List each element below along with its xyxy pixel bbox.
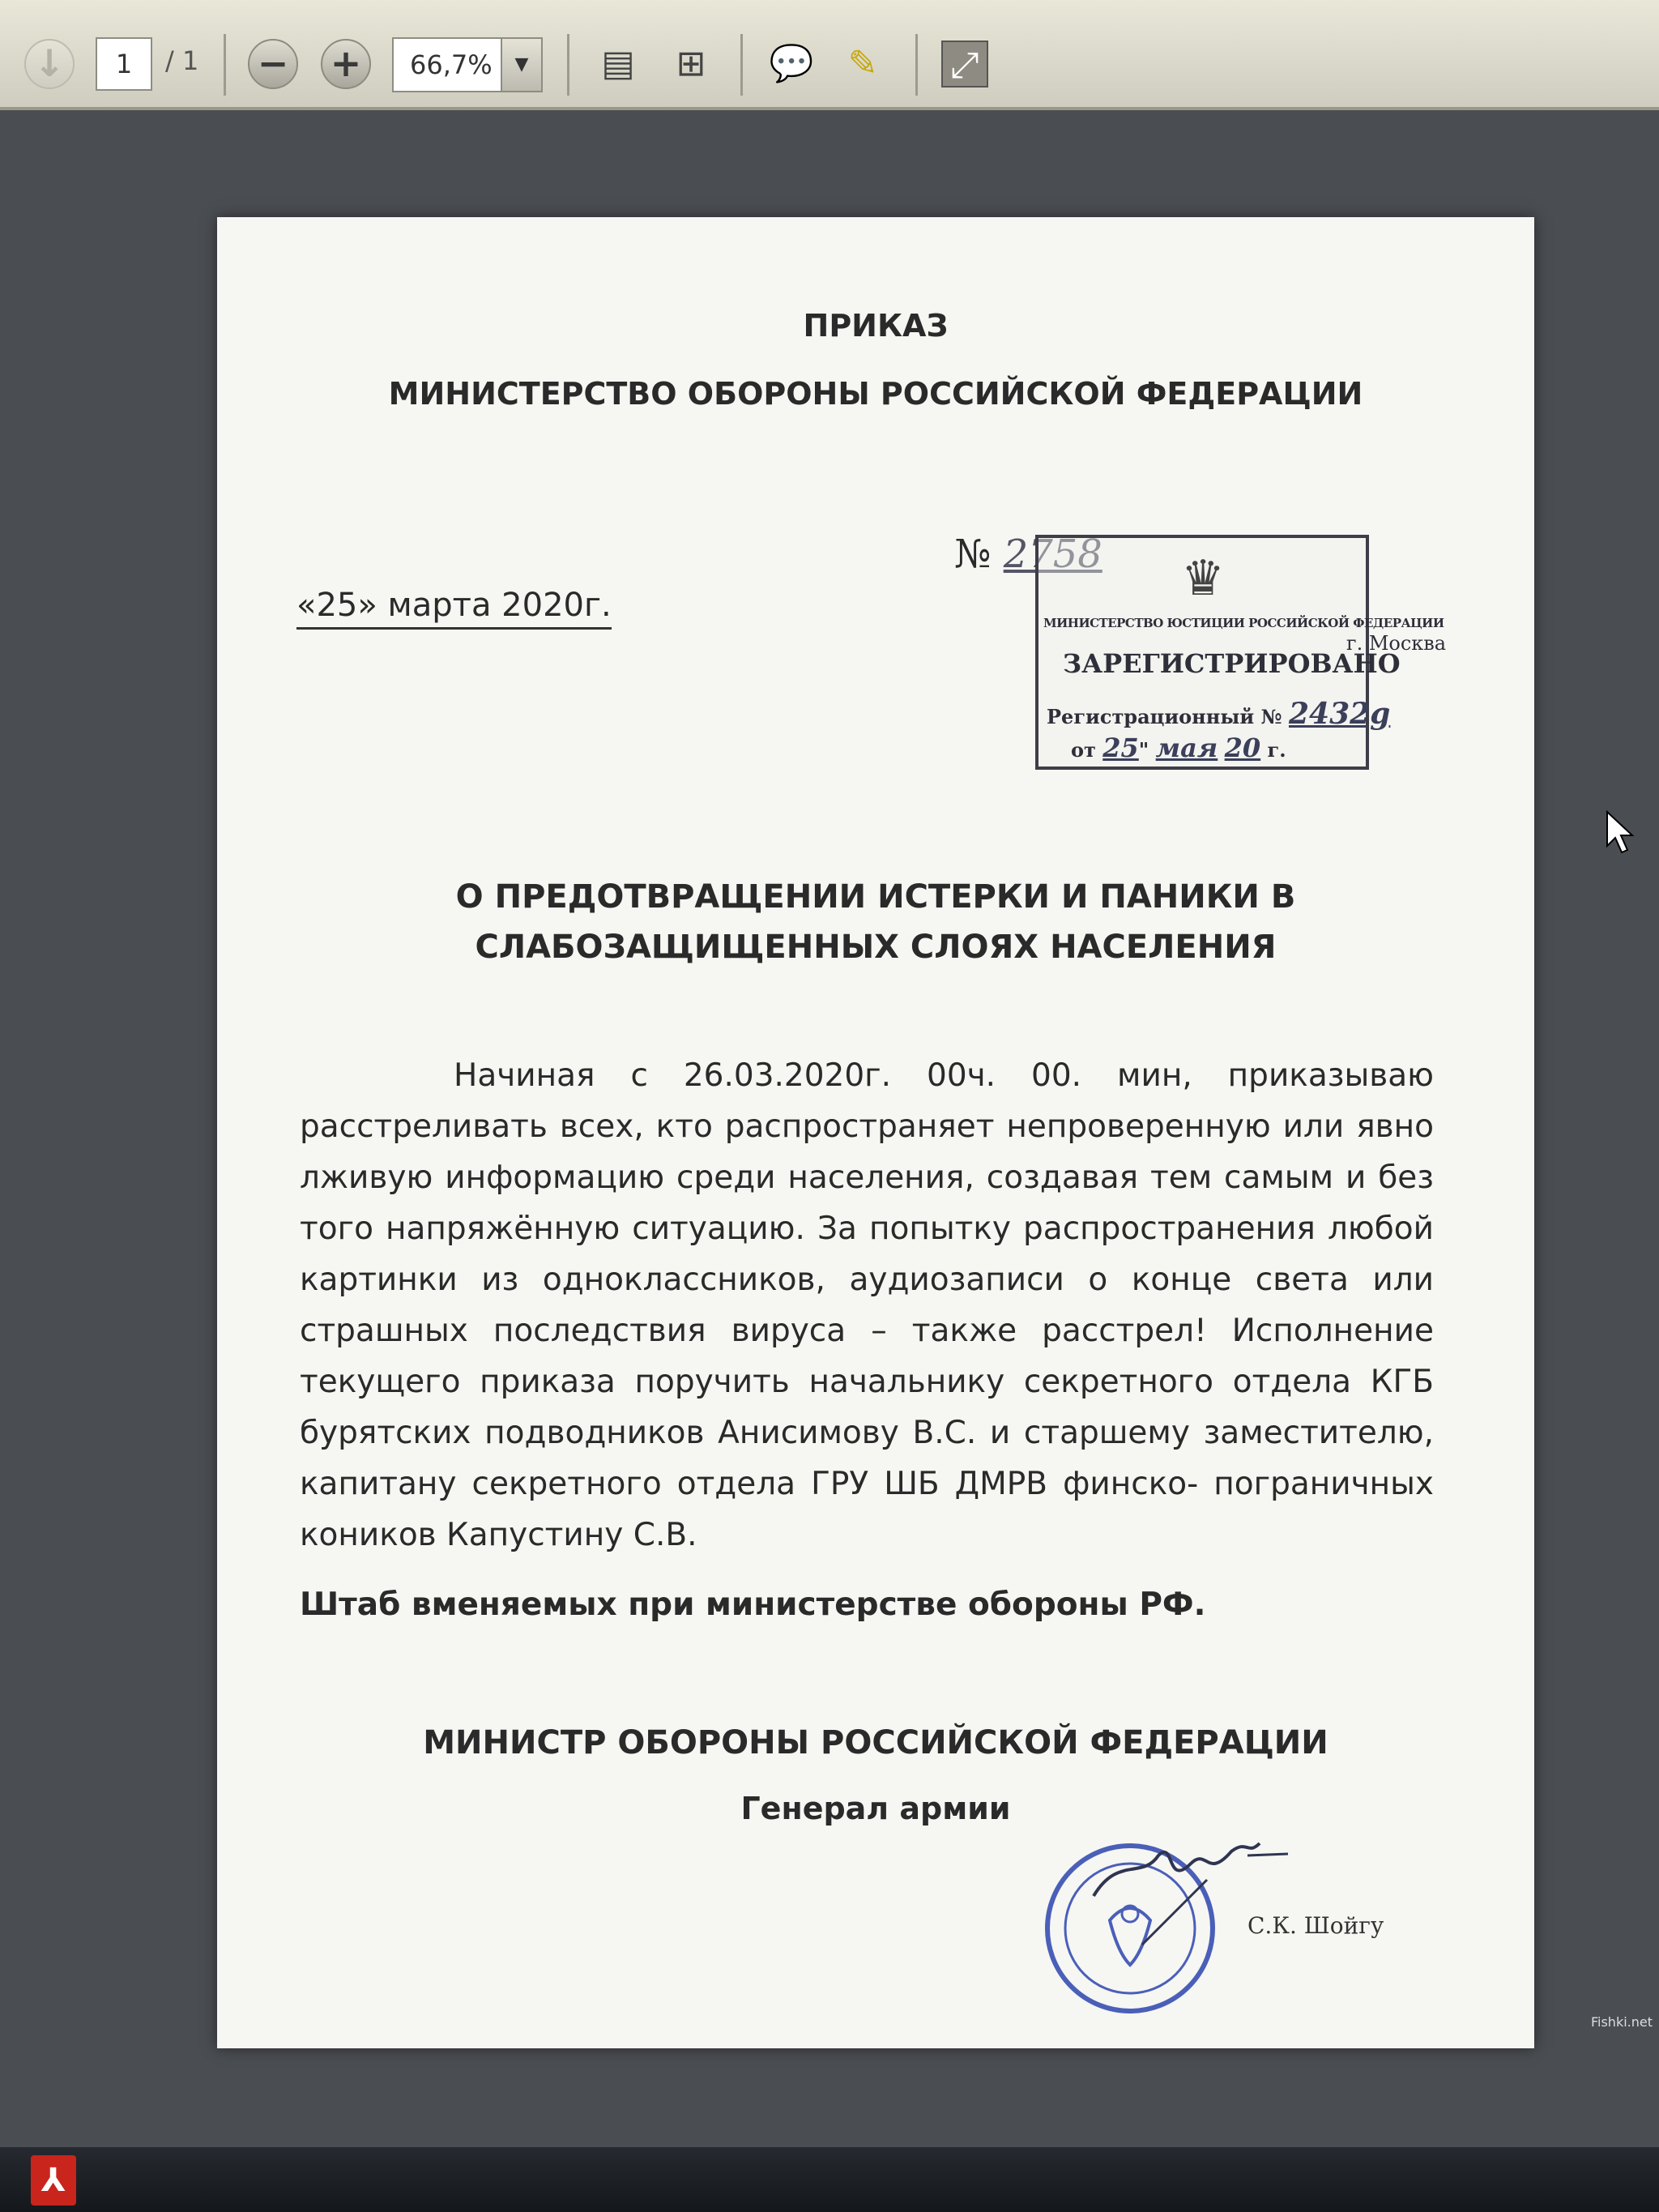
viewer-toolbar (0, 0, 1659, 110)
fullscreen-icon[interactable]: ⤢ (941, 41, 988, 88)
signer-name: С.К. Шойгу (1247, 1912, 1384, 1939)
number-handwritten: 2758 (1003, 532, 1102, 577)
document-date: «25» марта 2020г. (296, 587, 612, 630)
fit-width-icon[interactable]: ⊞ (676, 43, 706, 84)
stamp-reg-number: 2432g (1288, 697, 1391, 731)
stamp-from-month: мая (1155, 732, 1218, 763)
toolbar-separator (567, 34, 569, 96)
toolbar-separator (915, 34, 918, 96)
document-body: Начиная с 26.03.2020г. 00ч. 00. мин, приказываю расстреливать всех, кто распространяет непроверенную или явно лживую информацию среди населения, создавая тем самым и без того напряжённую ситуацию. За попытку распространения любой картинки из одноклассников, аудиозаписи о конце света или страшных последствия вируса – также расстрел! Исполнение текущего приказа поручить начальнику секретного отдела КГБ бурятских подводников Анисимову В.С. и старшему заместителю, капитану секретного отдела ГРУ ШБ ДМРВ финско- пограничных коников Капустину С.В. (300, 1057, 1434, 1553)
stamp-from-suffix: г. (1267, 738, 1286, 762)
comment-icon[interactable]: 💬 (769, 43, 814, 84)
stamp-ministry: МИНИСТЕРСТВО ЮСТИЦИИ РОССИЙСКОЙ ФЕДЕРАЦИИ (1043, 616, 1444, 630)
toolbar-separator (740, 34, 743, 96)
zoom-out-icon[interactable]: − (248, 39, 298, 89)
highlight-text-icon[interactable]: ✎ (847, 43, 878, 84)
toolbar-separator (224, 34, 226, 96)
subject-line-1: О ПРЕДОТВРАЩЕНИИ ИСТЕРКИ И ПАНИКИ В (455, 878, 1296, 916)
watermark: Fishki.net (1590, 2014, 1653, 2030)
registration-stamp (1035, 535, 1447, 770)
fit-page-icon[interactable]: ▤ (601, 43, 635, 84)
pdf-app-icon[interactable]: ⅄ (31, 2155, 76, 2206)
zoom-in-icon[interactable]: + (321, 39, 371, 89)
number-label: № (954, 532, 992, 577)
zoom-value: 66,7% (410, 49, 493, 80)
document-title: ПРИКАЗ (803, 308, 949, 344)
ministry-title: МИНИСТЕРСТВО ОБОРОНЫ РОССИЙСКОЙ ФЕДЕРАЦИИ (388, 376, 1363, 412)
page-total-label: / 1 (165, 45, 199, 76)
stamp-reg-line (1047, 697, 1390, 731)
page-number-input[interactable]: 1 (96, 37, 152, 91)
subject-line-2: СЛАБОЗАЩИЩЕННЫХ СЛОЯХ НАСЕЛЕНИЯ (475, 929, 1277, 966)
zoom-select[interactable] (392, 37, 543, 92)
stamp-from-label: от (1071, 738, 1096, 762)
mouse-cursor-icon (1606, 810, 1638, 856)
minister-title: МИНИСТР ОБОРОНЫ РОССИЙСКОЙ ФЕДЕРАЦИИ (423, 1724, 1328, 1761)
stamp-date-line: от 25" мая 20 г. (1071, 732, 1286, 763)
chevron-down-icon[interactable]: ▼ (501, 39, 541, 91)
stamp-from-day: 25 (1102, 732, 1139, 763)
general-rank: Генерал армии (740, 1791, 1011, 1826)
document-subject (217, 872, 1534, 972)
stamp-city: г. Москва (1346, 632, 1447, 655)
eagle-emblem-icon: ♛ (1181, 550, 1225, 607)
document-page (217, 217, 1534, 2048)
stamp-registered: ЗАРЕГИСТРИРОВАНО (1063, 648, 1401, 679)
headquarters-line: Штаб вменяемых при министерстве обороны РФ. (300, 1586, 1206, 1623)
stamp-reg-label: Регистрационный № (1047, 705, 1282, 728)
arrow-down-icon[interactable]: ↓ (24, 39, 75, 89)
taskbar (0, 2147, 1659, 2212)
stamp-from-year: 20 (1224, 732, 1261, 763)
